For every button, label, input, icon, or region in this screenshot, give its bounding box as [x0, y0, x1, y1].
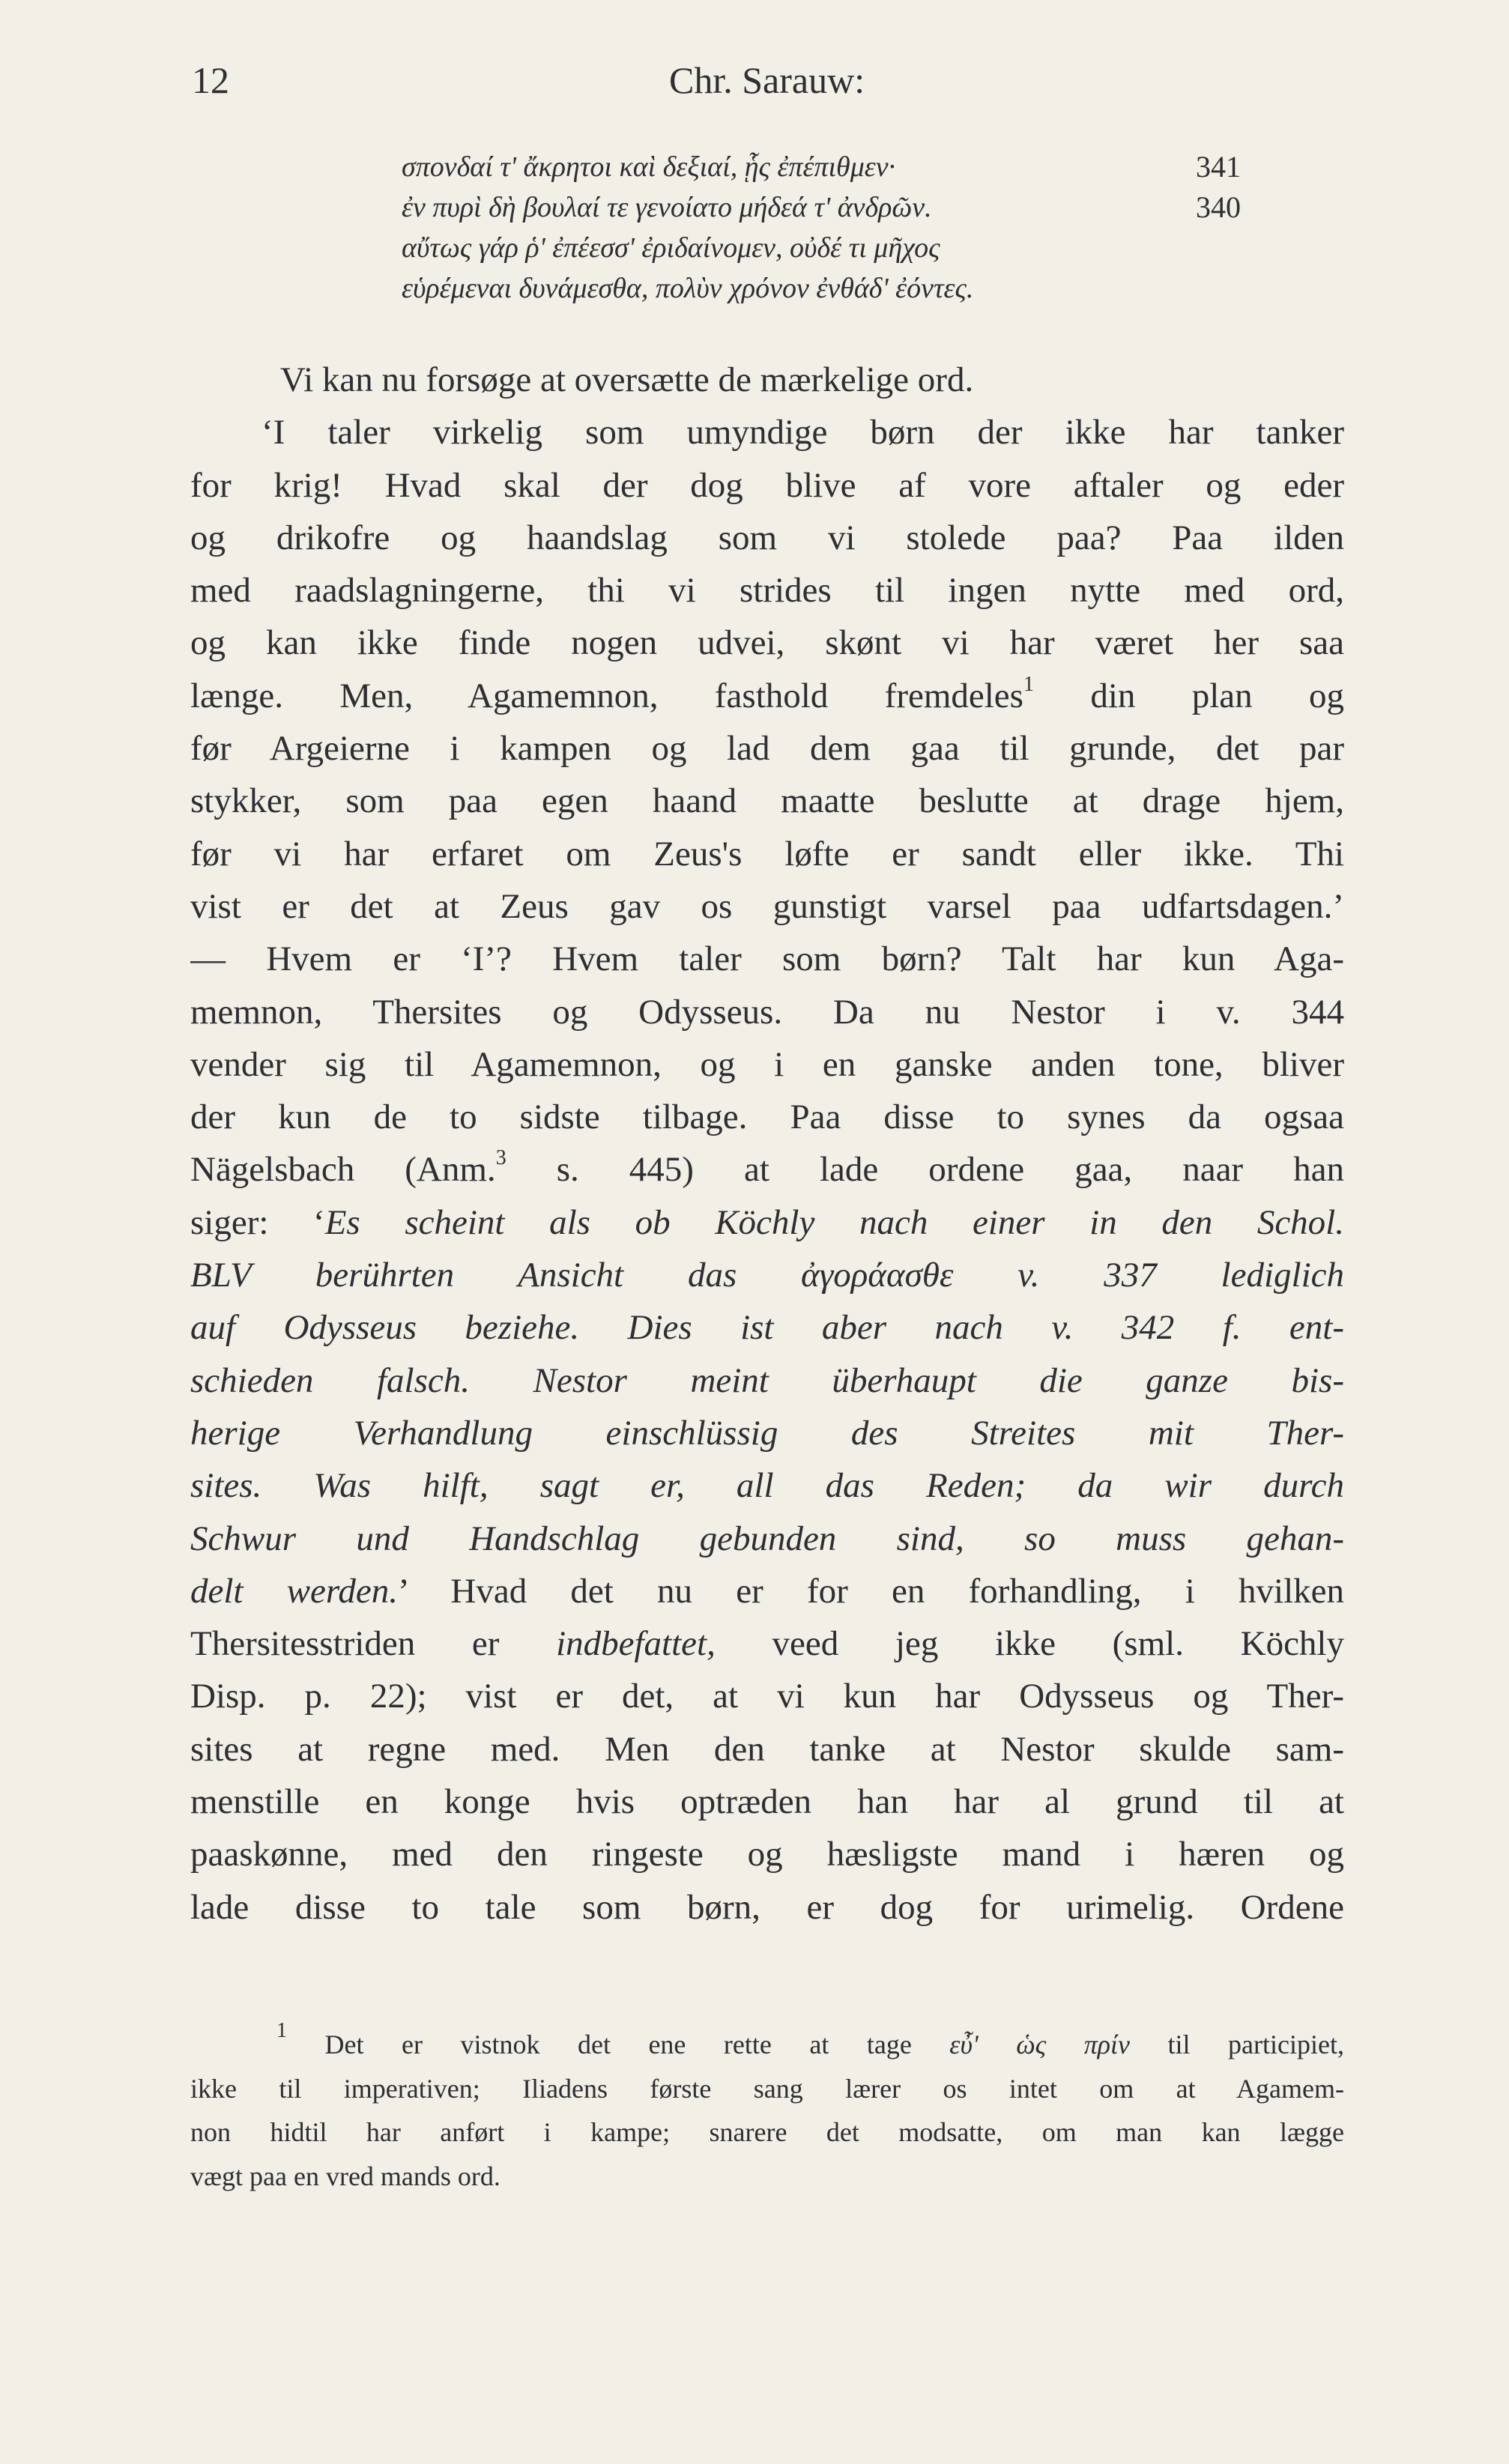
german-quote: Es scheint als ob Köchly nach einer in den Schol. [324, 1202, 1344, 1242]
text-line [190, 1249, 1344, 1301]
text-line [190, 1459, 1344, 1512]
verse-number: 341 [1196, 150, 1241, 184]
superscript: 3 [495, 1146, 506, 1170]
text-line: for krig! Hvad skal der dog blive af vore aftaler og eder [190, 465, 1344, 505]
text-line: memnon, Thersites og Odysseus. Da nu Nestor i v. 344 [190, 992, 1344, 1032]
emphasis: indbefattet, [556, 1624, 716, 1664]
text-line [190, 1513, 1344, 1565]
text-line [190, 1354, 1344, 1407]
german-quote: schieden falsch. Nestor meint überhaupt die ganze bis- [190, 1360, 1344, 1400]
footnote-line: ikke til imperativen; Iliadens første sang lærer os intet om at Agamem- [190, 2073, 1344, 2104]
greek-verse [402, 228, 1241, 268]
german-quote: sites. Was hilft, sagt er, all das Reden; da wir durch [190, 1466, 1344, 1506]
text-line: før Argeierne i kampen og lad dem gaa til grunde, det par [190, 729, 1344, 769]
text-segment: ’ Hvad det nu er for en forhandling, i hvilken [398, 1571, 1344, 1611]
text-line [190, 1301, 1344, 1354]
footnote [190, 2023, 1344, 2198]
text-line: der kun de to sidste tilbage. Paa disse to synes da ogsaa [190, 1098, 1344, 1137]
german-quote: delt werden. [190, 1571, 399, 1611]
text-line: før vi har erfaret om Zeus's løfte er sandt eller ikke. Thi [190, 834, 1344, 874]
text-line [190, 670, 1344, 722]
text-line [190, 1196, 1344, 1249]
footnote-number: 1 [276, 2023, 287, 2042]
german-quote: auf Odysseus beziehe. Dies ist aber nach v. 342 f. ent- [190, 1308, 1344, 1348]
text-line: vist er det at Zeus gav os gunstigt varsel paa udfartsdagen.’ [190, 886, 1344, 926]
text-line: ‘I taler virkelig som umyndige børn der ikke har tanker [261, 413, 1344, 452]
german-quote: BLV berührten Ansicht das ἀγοράασθε v. 337 lediglich [190, 1256, 1344, 1295]
greek-phrase: εὖ' ὡς πρίν [949, 2029, 1131, 2059]
text-line: stykker, som paa egen haand maatte beslutte at drage hjem, [190, 781, 1344, 821]
text-line: menstille en konge hvis optræden han har al grund til at [190, 1782, 1344, 1822]
text-line: Disp. p. 22); vist er det, at vi kun har Odysseus og Ther- [190, 1677, 1344, 1716]
text-segment: til participiet, [1130, 2029, 1344, 2059]
body-text [190, 354, 1344, 1934]
greek-verse-text: αὔτως γάρ ῥ' ἐπέεσσ' ἐριδαίνομεν, οὐδέ τι μῆχος [402, 232, 940, 264]
text-line: paaskønne, med den ringeste og hæsligste mand i hæren og [190, 1835, 1344, 1874]
text-line: vender sig til Agamemnon, og i en ganske anden tone, bliver [190, 1044, 1344, 1084]
text-line: — Hvem er ‘I’? Hvem taler som børn? Talt har kun Aga- [190, 939, 1344, 979]
text-line [190, 1143, 1344, 1196]
footnote-line [190, 2023, 1344, 2067]
text-line: sites at regne med. Men den tanke at Nestor skulde sam- [190, 1729, 1344, 1769]
text-segment: s. 445) at lade ordene gaa, naar han [506, 1150, 1344, 1190]
german-quote: herige Verhandlung einschlüssig des Streites mit Ther- [190, 1413, 1344, 1453]
text-segment: længe. Men, Agamemnon, fasthold fremdeles [190, 676, 1023, 715]
text-segment: Nägelsbach (Anm. [190, 1150, 496, 1190]
text-line [190, 1617, 1344, 1670]
footnote-marker: 1 [1023, 672, 1034, 696]
verse-number: 340 [1196, 190, 1241, 224]
text-line: Vi kan nu forsøge at oversætte de mærkelige ord. [280, 360, 974, 399]
text-segment: Thersitesstriden er [190, 1624, 557, 1664]
greek-verse [402, 187, 1241, 228]
greek-verse-text: ἐν πυρὶ δὴ βουλαί τε γενοίατο μήδεά τ' ἀνδρῶν. [402, 192, 932, 223]
text-segment: din plan og [1033, 676, 1344, 715]
greek-verse-text: εὑρέμεναι δυνάμεσθα, πολὺν χρόνον ἐνθάδ' ἐόντες. [402, 273, 974, 304]
text-segment: Det er vistnok det ene rette at tage [287, 2029, 950, 2059]
text-line: og kan ikke finde nogen udvei, skønt vi har været her saa [190, 623, 1344, 663]
text-line: med raadslagningerne, thi vi strides til ingen nytte med ord, [190, 571, 1344, 611]
running-head: Chr. Sarauw: [669, 59, 865, 101]
text-line: og drikofre og haandslag som vi stolede paa? Paa ilden [190, 518, 1344, 557]
text-line: lade disse to tale som børn, er dog for urimelig. Ordene [190, 1887, 1344, 1927]
greek-verse [402, 147, 1241, 187]
text-segment: siger: ‘ [190, 1202, 325, 1242]
text-line [190, 1407, 1344, 1459]
greek-quotation [402, 147, 1241, 309]
german-quote: Schwur und Handschlag gebunden sind, so muss gehan- [190, 1519, 1344, 1558]
footnote-line: vægt paa en vred mands ord. [190, 2161, 501, 2191]
greek-verse-text: σπονδαί τ' ἄκρητοι καὶ δεξιαί, ᾗς ἐπέπιθμεν· [402, 151, 896, 183]
page-header [192, 58, 1226, 111]
page-number: 12 [192, 59, 229, 101]
text-line [190, 1565, 1344, 1617]
greek-verse [402, 268, 1241, 309]
text-segment: veed jeg ikke (sml. Köchly [715, 1624, 1344, 1664]
footnote-line: non hidtil har anført i kampe; snarere det modsatte, om man kan lægge [190, 2117, 1344, 2147]
